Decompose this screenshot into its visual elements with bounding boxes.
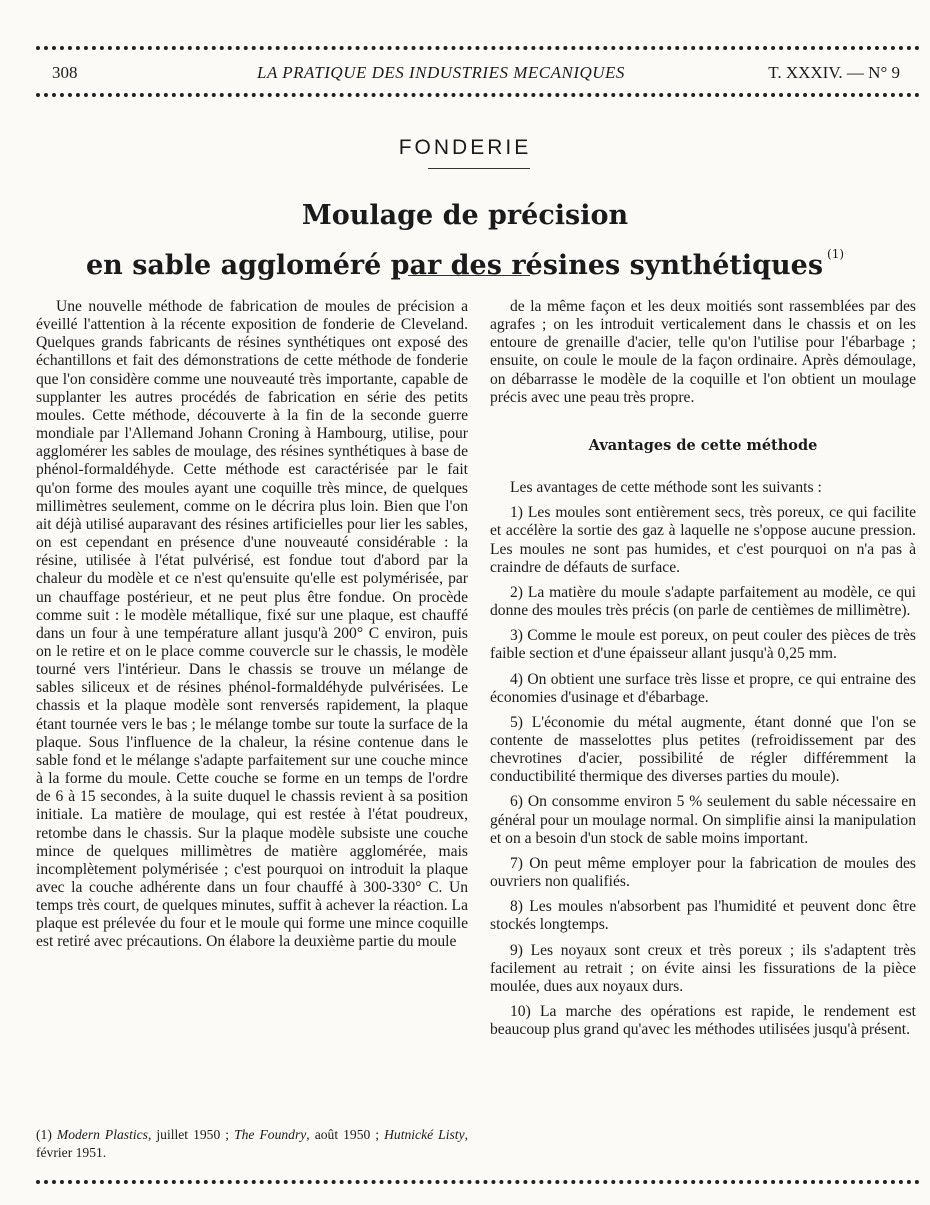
footnote-source: Modern Plastics — [56, 1127, 148, 1142]
advantage-item: 2) La matière du moule s'adapte parfaitement au modèle, ce qui donne des moules très précis (on parle de centièmes de millimètre). — [490, 583, 916, 620]
advantage-item: 5) L'économie du métal augmente, étant donné que l'on se contente de masselottes plus petites (refroidissement par des chevrotines d'acier, possibilité de régler différemment la conductibilité thermique des diverses parties du moule). — [490, 713, 916, 786]
body-paragraph: Une nouvelle méthode de fabrication de moules de précision a éveillé l'attention à la récente exposition de fonderie de Cleveland. Quelques grands fabricants de résines synthétiques ont exposé des échantillons et fait des démonstrations de cette méthode de fonderie que l'on considère comme une nouveauté très importante, capable de supplanter les autres procédés de fabrication en série des petits moules. Cette méthode, découverte à la fin de la seconde guerre mondiale par l'Allemand Johann Croning à Hambourg, utilise, pour agglomérer les sables de moulage, des résines synthétiques à base de phénol-formaldéhyde. Cette méthode est caractérisée par le fait qu'on forme des moules ayant une coquille très mince, de quelques millimètres seulement, comme on le décrira plus loin. Bien que l'on ait déjà utilisé auparavant des résines artificielles pour lier les sables, on est cependant en présence d'une nouveauté considérable : la résine, utilisée à l'état pulvérisé, est fondue tout d'abord par la chaleur du modèle et ce n'est qu'ensuite qu'elle est polymérisée, par un chauffage postérieur, et ne peut plus être fondue. On procède comme suit : le modèle métallique, fixé sur une plaque, est chauffé dans un four à une température allant jusqu'à 200° C environ, puis on le retire et on le place comme couvercle sur le chassis, le modèle tourné vers l'intérieur. Dans le chassis se trouve un mélange de sables siliceux et de résines phénol-formaldéhyde pulvérisées. Le chassis et la plaque modèle sont renversés rapidement, la plaque étant tournée vers le bas ; le mélange tombe sur toute la surface de la plaque. Sous l'influence de la chaleur, la résine contenue dans le sable fond et le mélange s'adapte parfaitement sur une couche mince à la forme du moule. Cette couche se forme en un temps de l'ordre de 6 à 15 secondes, à la suite duquel le chassis revient à sa position initiale. La matière de moulage, qui est restée à l'état poudreux, retombe dans le chassis. Sur la plaque modèle subsiste une couche mince de quelques millimètres de matière agglomérée, mais incomplètement polymérisée ; c'est pourquoi on introduit la plaque avec la couche adhérente dans un four chauffé à 300-330° C. Un temps très court, de quelques minutes, suffit à achever la réaction. La plaque est prélevée du four et le moule qui forme une mince coquille est retiré avec précautions. On élabore la deuxième partie du moule — [36, 298, 468, 951]
page-number: 308 — [52, 63, 78, 82]
advantage-item: 8) Les moules n'absorbent pas l'humidité et peuvent donc être stockés longtemps. — [490, 898, 916, 934]
footnote-date: , février 1951. — [36, 1127, 469, 1160]
article-title-line-2: en sable aggloméré par des résines synthétiques $^{(1)}$ — [85, 247, 845, 281]
running-header — [52, 60, 900, 86]
advantages-intro: Les avantages de cette méthode sont les suivants : — [510, 479, 822, 497]
footnote-source: The Foundry — [234, 1127, 307, 1142]
article-title-line-1: Moulage de précision — [301, 200, 629, 231]
right-column — [490, 298, 916, 1039]
section-rule — [428, 168, 530, 169]
bottom-dotted-border — [36, 1180, 920, 1184]
journal-title: LA PRATIQUE DES INDUSTRIES MECANIQUES — [257, 63, 625, 82]
advantage-item: 4) On obtient une surface très lisse et propre, ce qui entraine des économies d'usinage et d'ébarbage. — [490, 670, 916, 706]
footnote-source: Hutnické Listy — [384, 1127, 465, 1142]
volume-issue: T. XXXIV. — N° 9 — [768, 63, 900, 82]
advantage-item: 10) La marche des opérations est rapide, le rendement est beaucoup plus grand qu'avec les méthodes utilisées jusqu'à présent. — [490, 1003, 916, 1039]
body-paragraph-continued: de la même façon et les deux moitiés sont rassemblées par des agrafes ; on les introduit verticalement dans le chassis et on les entoure de grenaille d'acier, telle qu'on l'utilise pour l'ébarbage ; ensuite, on coule le moule de la façon ordinaire. Après démoulage, on débarrasse le modèle de la coquille et l'on obtient un moulage précis avec une peau très propre. — [490, 298, 916, 406]
title-rule — [408, 275, 530, 276]
header-dotted-border — [36, 93, 920, 97]
footnote-reference: (1) — [827, 247, 845, 261]
left-column — [36, 298, 468, 952]
footnote — [36, 1126, 468, 1162]
section-label: FONDERIE — [398, 136, 532, 159]
footnote-date: , août 1950 ; — [306, 1127, 385, 1142]
footnote-date: , juillet 1950 ; — [147, 1127, 235, 1142]
advantage-item: 6) On consomme environ 5 % seulement du sable nécessaire en général pour un moulage normal. On simplifie ainsi la manipulation et on a besoin d'un stock de sable moins important. — [490, 793, 916, 847]
advantage-item: 7) On peut même employer pour la fabrication de moules des ouvriers non qualifiés. — [490, 854, 916, 891]
advantage-item: 1) Les moules sont entièrement secs, très poreux, ce qui facilite et accélère la sortie des gaz à laquelle ne s'oppose aucune pression. Les moules ne sont pas humides, et c'est pourquoi on n'a pas à craindre de défauts de surface. — [490, 504, 916, 576]
advantage-item: 9) Les noyaux sont creux et très poreux ; ils s'adaptent très facilement au retrait ; on évite ainsi les fissurations de la pièce moulée, dues aux noyaux durs. — [490, 941, 916, 995]
footnote-marker: (1) — [36, 1127, 52, 1142]
subheading: Avantages de cette méthode — [588, 436, 818, 454]
advantage-item: 3) Comme le moule est poreux, on peut couler des pièces de très faible section et d'une épaisseur allant jusqu'à 0,25 mm. — [490, 627, 916, 663]
top-dotted-border — [36, 46, 920, 50]
